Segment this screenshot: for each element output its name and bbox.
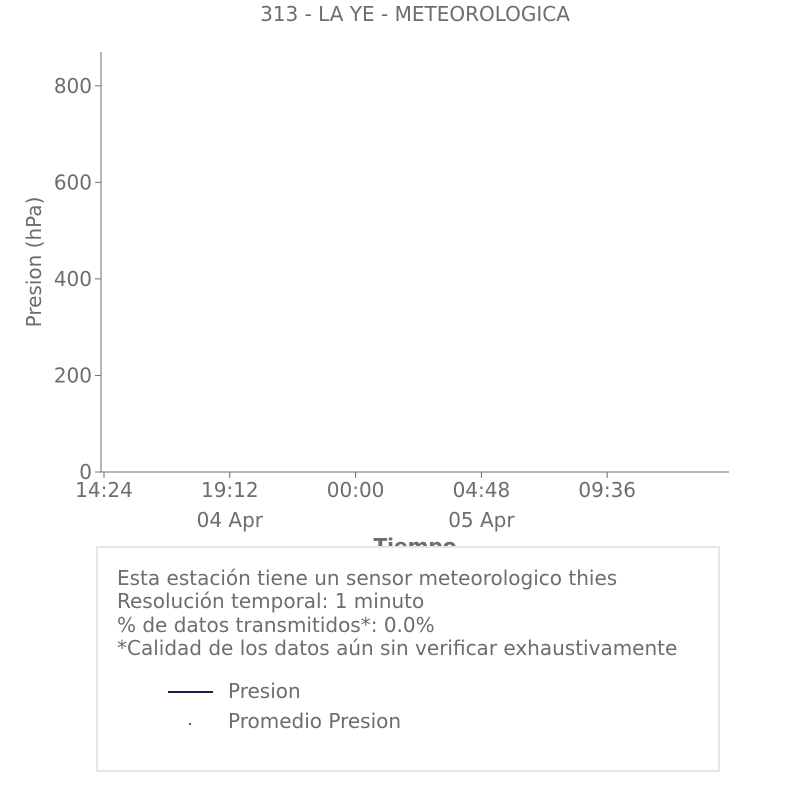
legend-dot-marker bbox=[189, 723, 191, 725]
chart-title: 313 - LA YE - METEOROLOGICA bbox=[260, 2, 570, 26]
info-line-quality-note: *Calidad de los datos aún sin verificar exhaustivamente bbox=[117, 635, 678, 660]
x-tick-label: 19:12 bbox=[200, 478, 259, 502]
y-tick-label: 800 bbox=[53, 73, 92, 98]
legend-line-marker bbox=[168, 691, 213, 693]
x-tick-label: 04:48 bbox=[452, 478, 511, 502]
legend-label: Presion bbox=[228, 679, 301, 703]
y-tick-label: 200 bbox=[53, 363, 92, 388]
y-axis-label: Presion (hPa) bbox=[22, 196, 46, 328]
x-tick-label: 09:36 bbox=[578, 478, 637, 502]
y-tick-label: 600 bbox=[53, 170, 92, 195]
x-tick-date-label: 05 Apr bbox=[448, 508, 515, 532]
info-lines bbox=[117, 567, 677, 660]
y-tick-label: 0 bbox=[79, 460, 92, 484]
x-tick-label: 14:24 bbox=[75, 478, 133, 502]
x-tick-label: 00:00 bbox=[326, 478, 385, 502]
info-line-resolution: Resolución temporal: 1 minuto bbox=[117, 589, 425, 614]
x-ticks bbox=[75, 472, 636, 532]
info-box bbox=[96, 546, 720, 772]
y-tick-label: 400 bbox=[53, 266, 92, 291]
y-ticks bbox=[54, 74, 101, 484]
info-line-sensor: Esta estación tiene un sensor meteorologico thies bbox=[117, 566, 618, 590]
x-tick-date-label: 04 Apr bbox=[196, 508, 264, 532]
legend-label: Promedio Presion bbox=[228, 709, 402, 733]
info-line-transmitted: % de datos transmitidos*: 0.0% bbox=[117, 612, 435, 637]
